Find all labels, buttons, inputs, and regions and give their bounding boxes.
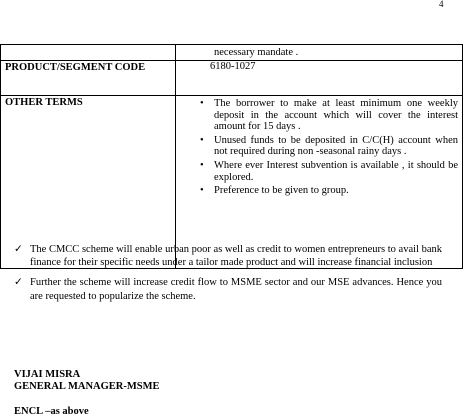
check-mark-icon: ✓ <box>14 244 23 255</box>
list-item: • Preference to be given to group. <box>214 185 458 197</box>
list-item: • Unused funds to be deposited in C/C(H) account when not required during non -seasonal rainy days . <box>214 135 458 158</box>
note-text: The CMCC scheme will enable urban poor as well as credit to women entrepreneurs to avail bank finance for their specific needs under a tailor made product and will increase financial inclusion <box>30 244 442 269</box>
list-item <box>14 276 442 302</box>
other-terms-label: OTHER TERMS <box>1 96 176 269</box>
list-item: • The borrower to make at least minimum one weekly deposit in the account which will cover the interest amount for 15 days . <box>214 98 458 133</box>
product-segment-label: PRODUCT/SEGMENT CODE <box>1 61 176 96</box>
enclosure-note: ENCL –as above <box>14 406 89 417</box>
table-value-cell <box>176 61 463 96</box>
list-item <box>14 243 442 269</box>
mandate-text: necessary mandate . <box>214 47 299 58</box>
table-row <box>1 45 463 61</box>
notes-list <box>14 243 442 310</box>
table-value-cell <box>176 45 463 61</box>
product-segment-code: 6180-1027 <box>210 61 256 72</box>
list-item: • Where ever Interest subvention is available , it should be explored. <box>214 160 458 183</box>
signature-block <box>14 369 160 393</box>
note-text: Further the scheme will increase credit flow to MSME sector and our MSE advances. Hence you are requested to popularize the scheme. <box>30 277 442 302</box>
page-number: 4 <box>439 0 444 9</box>
table-label-cell <box>1 45 176 61</box>
table-row <box>1 61 463 96</box>
terms-table <box>0 44 463 269</box>
signatory-title: GENERAL MANAGER-MSME <box>14 381 160 392</box>
signatory-name: VIJAI MISRA <box>14 369 81 380</box>
check-mark-icon: ✓ <box>14 277 23 289</box>
